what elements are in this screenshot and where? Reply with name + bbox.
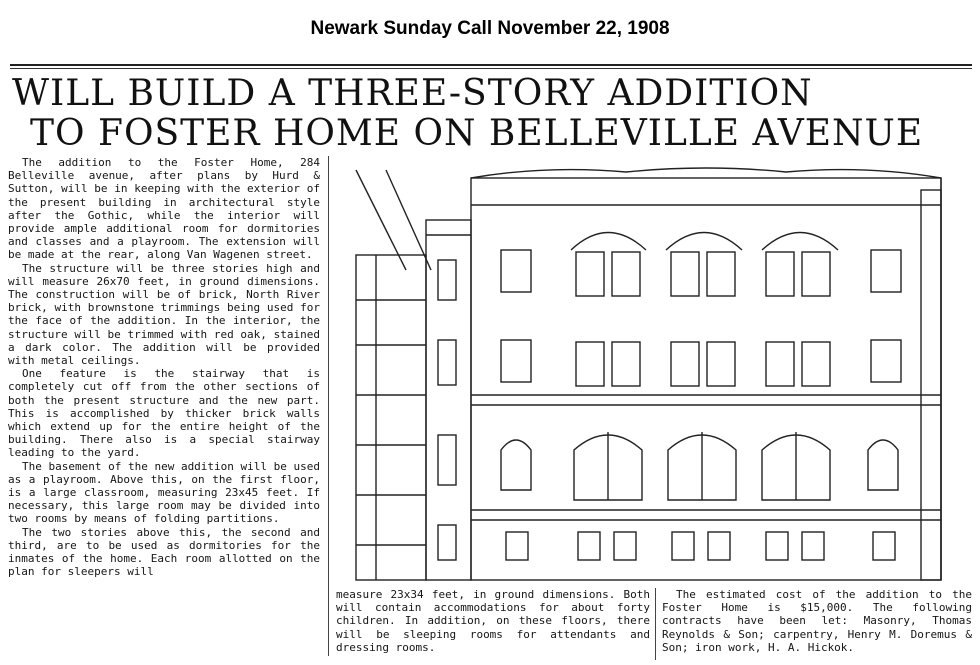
- article-paragraph: The basement of the new addition will be used as a playroom. Above this, on the first floor, is a large classroom, measuring 23x45 feet. If necessary, this large room may be divided into two rooms by means of folding partitions.: [8, 459, 320, 526]
- column-divider: [328, 156, 329, 656]
- article-paragraph: The estimated cost of the addition to the Foster Home is $15,000. The following contracts have been let: Masonry, Thomas Reynolds & Son; carpentry, Henry M. Doremus & Son; iron work, H. A. Hickok.: [662, 588, 972, 654]
- article-paragraph: The two stories above this, the second and third, are to be used as dormitories for the inmates of the home. Each room allotted on the plan for sleepers will: [8, 525, 320, 579]
- article-paragraph: measure 23x34 feet, in ground dimensions. Both will contain accommodations for about forty children. In addition, on these floors, there will be sleeping rooms for attendants and dressing rooms.: [336, 588, 650, 654]
- article-column-left: [8, 156, 320, 661]
- column-divider: [655, 588, 656, 660]
- masthead: Newark Sunday Call November 22, 1908: [310, 18, 670, 39]
- article-paragraph: The addition to the Foster Home, 284 Belleville avenue, after plans by Hurd & Sutton, will be in keeping with the exterior of the present building in architectural style after the Gothic, while the interior will provide ample additional room for dormitories and classes and a playroom. The extension will be made at the rear, along Van Wagenen street.: [8, 156, 320, 262]
- article-column-middle: [336, 588, 650, 654]
- article-paragraph: The structure will be three stories high and will measure 26x70 feet, in ground dimensions. The construction will be of brick, North River brick, with brownstone trimmings being used for the face of the addition. In the interior, the structure will be trimmed with red oak, stained a dark color. The addition will be provided with metal ceilings.: [8, 261, 320, 368]
- top-rule-thin: [10, 68, 972, 69]
- top-rule: [10, 64, 972, 66]
- article-paragraph: One feature is the stairway that is completely cut off from the other sections of both the present structure and the new part. This is accomplished by thicker brick walls which extend up for the entire height of the building. There also is a special stairway leading to the yard.: [8, 367, 320, 460]
- building-illustration: [346, 160, 966, 586]
- headline-line-2: TO FOSTER HOME ON BELLEVILLE AVENUE: [30, 113, 924, 154]
- headline: [12, 74, 972, 154]
- headline-line-1: WILL BUILD A THREE-STORY ADDITION: [12, 73, 813, 114]
- article-column-right: [662, 588, 972, 654]
